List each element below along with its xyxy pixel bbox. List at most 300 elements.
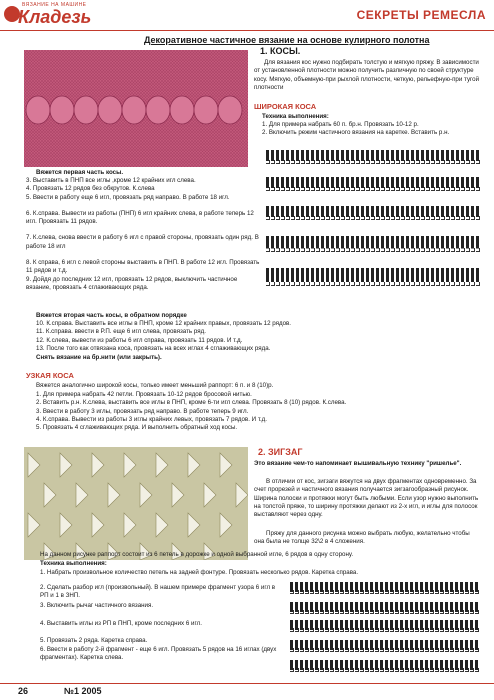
needle-mark <box>476 206 479 222</box>
needle-mark <box>396 177 399 193</box>
needle-mark <box>416 206 419 222</box>
needle-mark <box>391 177 394 193</box>
needle-mark <box>370 660 373 674</box>
narrow-step-5: 5. Провязать 4 сглаживающих ряда. И выполнить обратный ход косы. <box>36 424 238 432</box>
needle-mark <box>300 582 303 596</box>
needle-mark <box>400 640 403 654</box>
needle-mark <box>391 150 394 166</box>
needle-mark <box>350 640 353 654</box>
needle-mark <box>405 660 408 674</box>
narrow-step-1: 1. Для примера набрать 42 петли. Провязать 10-12 рядов бросовой нитью. <box>36 391 252 398</box>
needle-mark <box>341 236 344 254</box>
needle-mark <box>381 236 384 254</box>
zigzag-step-2: 2. Сделать разбор игл (произвольный). В нашем примере фрагмент узора 6 игл в РП и 1 в ЗНП. <box>40 584 276 600</box>
needle-mark <box>326 177 329 193</box>
needle-mark <box>355 620 358 634</box>
needle-mark <box>306 206 309 222</box>
needle-mark <box>416 177 419 193</box>
needle-mark <box>336 206 339 222</box>
magazine-logo: Кладезь <box>18 7 92 27</box>
needle-mark <box>436 150 439 166</box>
needle-mark <box>370 582 373 596</box>
needle-mark <box>411 177 414 193</box>
needle-mark <box>310 660 313 674</box>
needle-mark <box>376 236 379 254</box>
zigzag-step-3: 3. Включить рычаг частичного вязания. <box>40 602 154 609</box>
needle-mark <box>431 268 434 288</box>
needle-mark <box>330 582 333 596</box>
needle-mark <box>281 177 284 193</box>
needle-mark <box>306 177 309 193</box>
needle-mark <box>276 150 279 166</box>
needle-mark <box>465 582 468 596</box>
needle-mark <box>341 206 344 222</box>
needle-mark <box>475 640 478 654</box>
needle-mark <box>365 582 368 596</box>
needle-mark <box>276 177 279 193</box>
needle-mark <box>360 660 363 674</box>
step-9: 9. Дойдя до последних 12 игл, провязать 12 рядов, выключить частичное вязание, провязать 4 сглаживающих ряда. <box>26 275 238 291</box>
needle-mark <box>460 602 463 616</box>
needle-mark <box>346 206 349 222</box>
needle-mark <box>291 268 294 288</box>
needle-mark <box>345 620 348 634</box>
needle-mark <box>401 206 404 222</box>
needle-mark <box>420 620 423 634</box>
needle-mark <box>386 268 389 288</box>
needle-mark <box>441 150 444 166</box>
needle-mark <box>406 177 409 193</box>
needle-mark <box>356 150 359 166</box>
needle-mark <box>471 268 474 288</box>
needle-mark <box>316 177 319 193</box>
zigzag-para-3: На данном рисунке раппорт состоит из 6 петель в дорожке и одной выбранной игле, 6 рядов в одну сторону. <box>40 551 354 558</box>
needle-mark <box>331 150 334 166</box>
needle-mark <box>421 236 424 254</box>
needle-mark <box>381 150 384 166</box>
needle-mark <box>461 150 464 166</box>
needle-mark <box>351 268 354 288</box>
needle-mark <box>435 620 438 634</box>
needle-mark <box>431 177 434 193</box>
needle-diagram-1 <box>266 150 482 166</box>
step-10: 10. К.справа. Выставить все иглы в ПНП, кроме 12 крайних правых, провязать 12 рядов. <box>36 320 292 327</box>
needle-mark <box>420 602 423 616</box>
needle-mark <box>271 177 274 193</box>
page-number: 26 <box>18 686 29 696</box>
needle-mark <box>430 640 433 654</box>
needle-mark <box>321 150 324 166</box>
needle-mark <box>380 582 383 596</box>
needle-mark <box>410 582 413 596</box>
needle-mark <box>391 268 394 288</box>
needle-mark <box>421 206 424 222</box>
kosy-intro: Для вязания кос нужно подбирать толстую и мягкую пряжу. В зависимости от установленной плотности можно получить различную по своей структуре косу. Мягкую, объемную-при рыхлой плотности, четкую, рельефную-при тугой плотности <box>254 59 480 91</box>
needle-mark <box>395 602 398 616</box>
needle-mark <box>350 660 353 674</box>
needle-mark <box>380 640 383 654</box>
step-13: 13. После того как отвязана коса, провязать на всех иглах 4 сглаживающих ряда. <box>36 344 271 352</box>
needle-mark <box>365 602 368 616</box>
needle-mark <box>370 620 373 634</box>
needle-mark <box>355 640 358 654</box>
needle-mark <box>465 660 468 674</box>
needle-mark <box>305 660 308 674</box>
needle-mark <box>450 620 453 634</box>
needle-mark <box>326 268 329 288</box>
needle-mark <box>375 620 378 634</box>
needle-mark <box>330 640 333 654</box>
zigzag-step-5: 5. Провязать 2 ряда. Каретка справа. <box>40 637 148 644</box>
needle-mark <box>436 236 439 254</box>
needle-mark <box>375 660 378 674</box>
needle-mark <box>385 602 388 616</box>
needle-mark <box>445 602 448 616</box>
needle-mark <box>471 206 474 222</box>
needle-mark <box>380 602 383 616</box>
needle-mark <box>330 660 333 674</box>
needle-mark <box>470 660 473 674</box>
needle-mark <box>286 268 289 288</box>
needle-mark <box>450 582 453 596</box>
needle-mark <box>391 236 394 254</box>
needle-mark <box>440 582 443 596</box>
narrow-steps-list <box>36 391 476 432</box>
needle-mark <box>311 206 314 222</box>
needle-mark <box>266 177 269 193</box>
needle-mark <box>425 620 428 634</box>
step-1: 1. Для примера набрать 60 п. бр.н. Провязать 10-12 р. <box>262 121 419 128</box>
needle-mark <box>420 582 423 596</box>
needle-mark <box>431 150 434 166</box>
magazine-subtitle: ВЯЗАНИЕ НА МАШИНЕ <box>22 2 87 8</box>
needle-mark <box>300 602 303 616</box>
needle-mark <box>300 620 303 634</box>
needle-mark <box>305 620 308 634</box>
needle-mark <box>320 582 323 596</box>
needle-mark <box>410 602 413 616</box>
needle-mark <box>340 660 343 674</box>
needle-mark <box>456 206 459 222</box>
needle-mark <box>415 602 418 616</box>
needle-mark <box>281 206 284 222</box>
needle-mark <box>471 177 474 193</box>
needle-mark <box>295 620 298 634</box>
needle-mark <box>340 620 343 634</box>
zigzag-para-2: Пряжу для данного рисунка можно выбрать любую, желательно чтобы она была не толще 32\2 в 4 сложения. <box>254 530 470 546</box>
needle-mark <box>291 150 294 166</box>
needle-mark <box>286 177 289 193</box>
needle-mark <box>421 268 424 288</box>
needle-mark <box>406 206 409 222</box>
needle-mark <box>451 206 454 222</box>
needle-mark <box>325 582 328 596</box>
needle-mark <box>281 236 284 254</box>
needle-mark <box>290 620 293 634</box>
needle-mark <box>365 640 368 654</box>
needle-mark <box>366 236 369 254</box>
needle-mark <box>401 177 404 193</box>
second-part-label: Вяжется вторая часть косы, в обратном порядке <box>36 312 187 319</box>
needle-mark <box>346 177 349 193</box>
needle-mark <box>456 177 459 193</box>
needle-mark <box>446 236 449 254</box>
needle-mark <box>430 602 433 616</box>
needle-mark <box>385 660 388 674</box>
wide-braid-heading: ШИРОКАЯ КОСА <box>254 102 317 111</box>
needle-mark <box>411 206 414 222</box>
needle-mark <box>386 177 389 193</box>
needle-mark <box>335 602 338 616</box>
needle-mark <box>430 582 433 596</box>
needle-mark <box>325 620 328 634</box>
needle-mark <box>366 206 369 222</box>
needle-mark <box>420 640 423 654</box>
needle-mark <box>356 268 359 288</box>
needle-mark <box>410 640 413 654</box>
needle-mark <box>465 620 468 634</box>
remove-instruction: Снять вязание на бр.нити (или закрыть). <box>36 354 162 361</box>
needle-mark <box>266 150 269 166</box>
needle-mark <box>296 236 299 254</box>
needle-mark <box>366 177 369 193</box>
needle-mark <box>335 660 338 674</box>
needle-mark <box>445 640 448 654</box>
needle-mark <box>286 206 289 222</box>
article-title: Декоративное частичное вязание на основе кулирного полотна <box>144 35 430 45</box>
needle-mark <box>356 206 359 222</box>
needle-mark <box>400 660 403 674</box>
needle-mark <box>291 236 294 254</box>
needle-mark <box>441 177 444 193</box>
needle-mark <box>376 206 379 222</box>
needle-mark <box>310 602 313 616</box>
needle-mark <box>315 620 318 634</box>
needle-mark <box>311 177 314 193</box>
needle-mark <box>361 268 364 288</box>
needle-mark <box>281 150 284 166</box>
needle-mark <box>295 660 298 674</box>
needle-mark <box>401 268 404 288</box>
needle-mark <box>340 640 343 654</box>
needle-mark <box>300 640 303 654</box>
tech-label-2: Техника выполнения: <box>40 560 107 567</box>
needle-mark <box>386 150 389 166</box>
needle-mark <box>351 177 354 193</box>
needle-mark <box>291 206 294 222</box>
needle-mark <box>325 660 328 674</box>
needle-mark <box>281 268 284 288</box>
needle-mark <box>415 620 418 634</box>
needle-mark <box>456 150 459 166</box>
needle-mark <box>430 620 433 634</box>
needle-mark <box>461 177 464 193</box>
needle-mark <box>385 640 388 654</box>
needle-mark <box>371 236 374 254</box>
needle-mark <box>455 640 458 654</box>
needle-mark <box>301 236 304 254</box>
step-6: 6. К.справа. Вывести из работы (ПНП) 6 игл крайних слева, в работе теперь 12 игл. Провязать 11 рядов. <box>26 209 254 226</box>
needle-mark <box>415 582 418 596</box>
zigzag-heading: 2. ЗИГЗАГ <box>258 447 303 457</box>
needle-mark <box>335 620 338 634</box>
needle-mark <box>355 582 358 596</box>
needle-mark <box>400 582 403 596</box>
needle-mark <box>291 177 294 193</box>
needle-mark <box>295 640 298 654</box>
needle-mark <box>296 206 299 222</box>
needle-mark <box>366 150 369 166</box>
narrow-intro: Вяжется аналогично широкой косы, только имеет меньший раппорт: 6 п. и 8 (10)р. <box>36 382 274 389</box>
needle-mark <box>286 236 289 254</box>
needle-mark <box>376 150 379 166</box>
needle-mark <box>360 620 363 634</box>
narrow-step-4: 4. К.справа. Вывести из работы 3 иглы крайних левых, провязать 7 рядов. И т.д. <box>36 415 268 423</box>
step-11: 11. К.справа. ввести в Р.П. еще 6 игл слева, провязать ряд. <box>36 328 206 336</box>
needle-mark <box>340 582 343 596</box>
needle-mark <box>451 236 454 254</box>
needle-mark <box>450 602 453 616</box>
needle-mark <box>371 150 374 166</box>
needle-mark <box>440 660 443 674</box>
needle-mark <box>425 582 428 596</box>
needle-diagram-8 <box>290 620 482 634</box>
needle-diagram-6 <box>290 582 482 596</box>
needle-mark <box>380 620 383 634</box>
needle-mark <box>465 602 468 616</box>
needle-mark <box>430 660 433 674</box>
needle-mark <box>415 640 418 654</box>
needle-diagram-10 <box>290 660 482 674</box>
needle-mark <box>300 660 303 674</box>
needle-mark <box>426 177 429 193</box>
needle-mark <box>396 236 399 254</box>
needle-mark <box>476 150 479 166</box>
needle-mark <box>391 206 394 222</box>
needle-mark <box>336 236 339 254</box>
needle-mark <box>320 620 323 634</box>
needle-mark <box>410 660 413 674</box>
needle-mark <box>341 150 344 166</box>
needle-mark <box>305 602 308 616</box>
needle-mark <box>466 236 469 254</box>
needle-mark <box>425 602 428 616</box>
needle-mark <box>311 268 314 288</box>
needle-mark <box>405 620 408 634</box>
needle-mark <box>350 582 353 596</box>
needle-mark <box>326 236 329 254</box>
needle-mark <box>340 602 343 616</box>
section-title: СЕКРЕТЫ РЕМЕСЛА <box>356 8 486 22</box>
needle-mark <box>470 582 473 596</box>
needle-mark <box>296 177 299 193</box>
issue-label: №1 2005 <box>64 686 102 696</box>
needle-mark <box>450 640 453 654</box>
needle-mark <box>355 602 358 616</box>
needle-mark <box>390 640 393 654</box>
needle-mark <box>345 582 348 596</box>
needle-mark <box>271 268 274 288</box>
needle-mark <box>266 236 269 254</box>
needle-mark <box>395 660 398 674</box>
needle-mark <box>405 582 408 596</box>
needle-mark <box>475 602 478 616</box>
needle-mark <box>320 602 323 616</box>
needle-mark <box>420 660 423 674</box>
needle-mark <box>356 236 359 254</box>
needle-mark <box>320 660 323 674</box>
needle-mark <box>331 268 334 288</box>
needle-mark <box>455 582 458 596</box>
needle-mark <box>345 660 348 674</box>
needle-mark <box>426 268 429 288</box>
needle-mark <box>361 150 364 166</box>
needle-mark <box>271 236 274 254</box>
needle-mark <box>346 236 349 254</box>
needle-diagram-5 <box>266 268 482 288</box>
needle-mark <box>441 236 444 254</box>
zigzag-step-6: 6. Ввести в работу 2-й фрагмент - еще 6 игл. Провязать 5 рядов на 16 иглах (двух фрагментах). Каретка слева. <box>40 646 277 662</box>
needle-mark <box>390 660 393 674</box>
needle-mark <box>356 177 359 193</box>
needle-mark <box>296 268 299 288</box>
needle-mark <box>470 620 473 634</box>
needle-mark <box>330 602 333 616</box>
needle-mark <box>370 640 373 654</box>
needle-mark <box>361 236 364 254</box>
needle-mark <box>301 150 304 166</box>
needle-mark <box>395 620 398 634</box>
needle-mark <box>440 640 443 654</box>
needle-mark <box>370 602 373 616</box>
needle-mark <box>290 582 293 596</box>
needle-mark <box>301 268 304 288</box>
needle-mark <box>301 206 304 222</box>
needle-mark <box>435 660 438 674</box>
needle-mark <box>376 177 379 193</box>
needle-mark <box>435 602 438 616</box>
step-3: 3. Выставить в ПНП все иглы ,кроме 12 крайних игл слева. <box>26 177 196 184</box>
needle-mark <box>290 640 293 654</box>
needle-mark <box>395 582 398 596</box>
needle-mark <box>376 268 379 288</box>
needle-mark <box>400 620 403 634</box>
needle-mark <box>396 268 399 288</box>
needle-mark <box>411 150 414 166</box>
needle-mark <box>390 582 393 596</box>
needle-mark <box>315 602 318 616</box>
needle-mark <box>436 268 439 288</box>
needle-mark <box>461 268 464 288</box>
needle-mark <box>476 268 479 288</box>
needle-mark <box>276 268 279 288</box>
narrow-step-2: 2. Вставить р.н. К.слева, выставить все иглы в ПНП, кроме 6-ти игл слева. Провязать 8 (10) рядов. К.слева. <box>36 399 347 407</box>
needle-mark <box>446 206 449 222</box>
needle-mark <box>266 268 269 288</box>
needle-mark <box>321 236 324 254</box>
needle-mark <box>305 582 308 596</box>
needle-mark <box>406 150 409 166</box>
needle-mark <box>441 206 444 222</box>
needle-mark <box>476 236 479 254</box>
needle-mark <box>466 177 469 193</box>
needle-mark <box>321 177 324 193</box>
needle-mark <box>336 177 339 193</box>
needle-mark <box>360 602 363 616</box>
needle-mark <box>316 236 319 254</box>
needle-mark <box>406 236 409 254</box>
needle-mark <box>396 150 399 166</box>
